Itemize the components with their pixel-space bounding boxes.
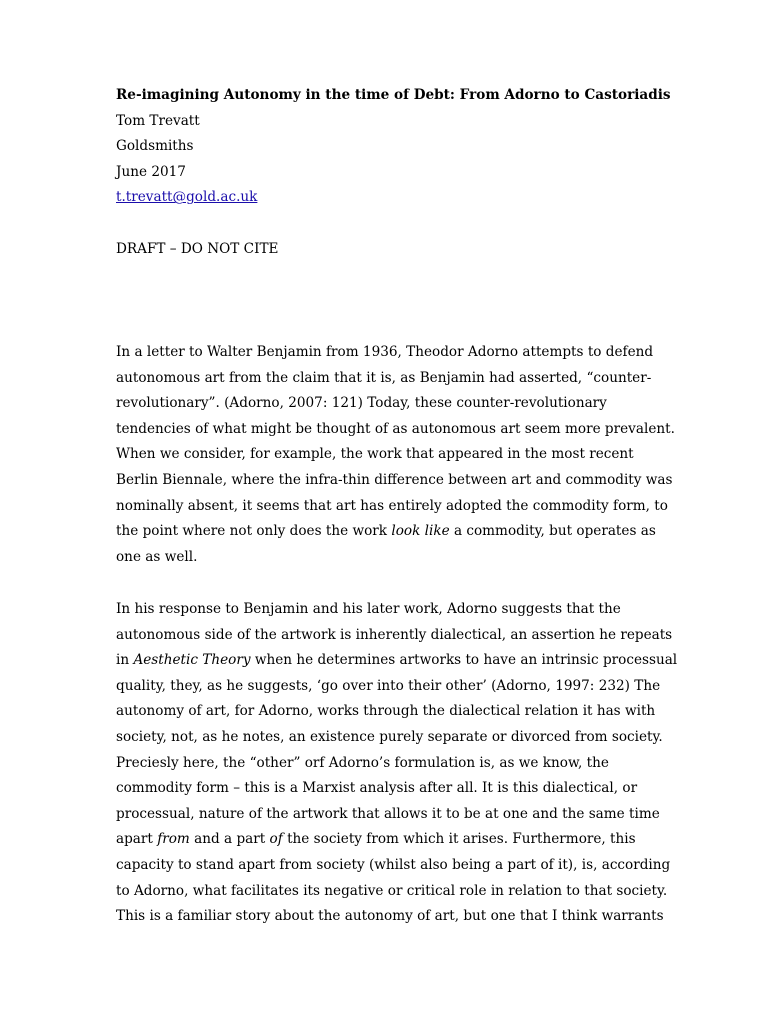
book-title-emphasis: Aesthetic Theory [133,652,251,669]
paragraph-line: This is a familiar story about the autonomy of art, but one that I think warrants [116,908,664,925]
text-segment: apart [116,831,158,848]
text-segment: when he determines artworks to have an intrinsic processual [250,652,678,669]
document-title: Re-imagining Autonomy in the time of Debt: From Adorno to Castoriadis [116,87,671,103]
document-header [116,83,671,211]
text-segment: the point where not only does the work [116,523,392,540]
paragraph-line: Preciesly here, the “other” orf Adorno’s formulation is, as we know, the [116,754,609,771]
paragraph-line: tendencies of what might be thought of as autonomous art seem more prevalent. [116,420,675,437]
body-paragraph-2 [116,597,678,930]
paragraph-line [116,648,678,674]
draft-notice: DRAFT – DO NOT CITE [116,241,279,257]
text-segment: a commodity, but operates as [449,523,656,540]
author-institution: Goldsmiths [116,138,194,155]
emphasis-text: from [157,831,190,848]
paragraph-line: commodity form – this is a Marxist analysis after all. It is this dialectical, or [116,780,638,797]
paragraph-line: society, not, as he notes, an existence purely separate or divorced from society. [116,728,663,745]
paragraph-line: to Adorno, what facilitates its negative or critical role in relation to that society. [116,882,668,899]
body-paragraph-1 [116,340,675,570]
paragraph-line: autonomous art from the claim that it is, as Benjamin had asserted, “counter- [116,369,652,386]
paragraph-line: autonomous side of the artwork is inherently dialectical, an assertion he repeats [116,626,673,643]
paragraph-line: one as well. [116,548,198,565]
paragraph-line: processual, nature of the artwork that allows it to be at one and the same time [116,805,660,822]
text-segment: and a part [189,831,270,848]
document-date: June 2017 [116,163,186,180]
text-segment: the society from which it arises. Furthermore, this [282,831,636,848]
paragraph-line: autonomy of art, for Adorno, works through the dialectical relation it has with [116,703,656,720]
paragraph-line: nominally absent, it seems that art has entirely adopted the commodity form, to [116,497,668,514]
emphasis-text: look like [391,523,450,540]
paragraph-line: In a letter to Walter Benjamin from 1936, Theodor Adorno attempts to defend [116,344,654,360]
author-name: Tom Trevatt [116,112,200,129]
paragraph-line [116,519,656,545]
paragraph-line: capacity to stand apart from society (whilst also being a part of it), is, according [116,856,671,873]
paragraph-line: When we consider, for example, the work that appeared in the most recent [116,446,634,463]
emphasis-text: of [269,831,283,848]
paragraph-line: In his response to Benjamin and his later work, Adorno suggests that the [116,601,621,617]
author-email-link[interactable]: t.trevatt@gold.ac.uk [116,189,258,206]
text-segment: in [116,652,134,669]
paragraph-line [116,827,656,853]
paragraph-line: revolutionary”. (Adorno, 2007: 121) Today, these counter-revolutionary [116,395,607,412]
paragraph-line: quality, they, as he suggests, ‘go over into their other’ (Adorno, 1997: 232) The [116,677,661,694]
paragraph-line: Berlin Biennale, where the infra-thin difference between art and commodity was [116,471,673,488]
